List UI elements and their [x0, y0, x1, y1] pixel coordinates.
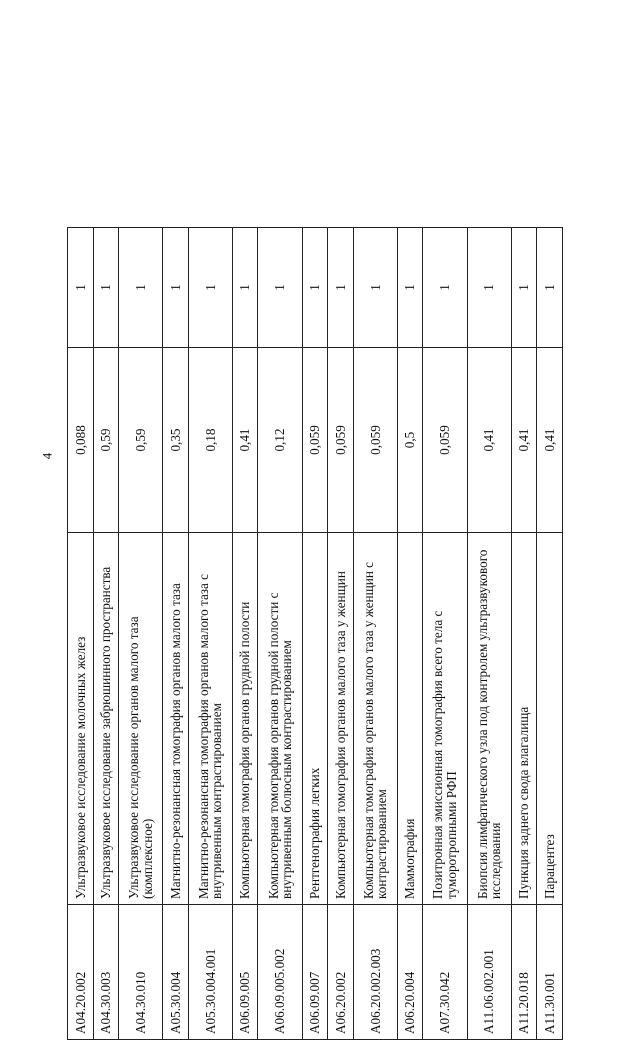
table-row — [302, 228, 328, 1040]
table-row — [163, 228, 189, 1040]
multiplicity-cell: 1 — [258, 228, 302, 348]
service-name-cell: Ультразвуковое исследование молочных желез — [68, 533, 94, 905]
multiplicity-cell: 1 — [537, 228, 563, 348]
frequency-coefficient-cell: 0,088 — [68, 348, 94, 533]
service-name-cell: Компьютерная томография органов грудной полости с внутривенным болюсным контрастированием — [258, 533, 302, 905]
table-row — [397, 228, 423, 1040]
service-code-cell: A06.09.005 — [232, 905, 258, 1040]
multiplicity-cell: 1 — [423, 228, 467, 348]
service-code-cell: A06.20.002 — [328, 905, 354, 1040]
frequency-coefficient-cell: 0,059 — [302, 348, 328, 533]
table-row — [328, 228, 354, 1040]
service-code-cell: A06.09.007 — [302, 905, 328, 1040]
services-table-body — [68, 228, 563, 1040]
service-name-cell: Пункция заднего свода влагалища — [511, 533, 537, 905]
service-name-cell: Компьютерная томография органов малого таза у женщин с контрастированием — [353, 533, 397, 905]
multiplicity-cell: 1 — [467, 228, 511, 348]
service-name-cell: Парацентез — [537, 533, 563, 905]
frequency-coefficient-cell: 0,12 — [258, 348, 302, 533]
table-row — [188, 228, 232, 1040]
service-code-cell: A06.20.002.003 — [353, 905, 397, 1040]
frequency-coefficient-cell: 0,41 — [511, 348, 537, 533]
service-name-cell: Магнитно-резонансная томография органов малого таза с внутривенным контрастированием — [188, 533, 232, 905]
service-code-cell: A04.20.002 — [68, 905, 94, 1040]
table-row — [537, 228, 563, 1040]
multiplicity-cell: 1 — [119, 228, 163, 348]
service-name-cell: Магнитно-резонансная томография органов малого таза — [163, 533, 189, 905]
multiplicity-cell: 1 — [93, 228, 119, 348]
table-row — [511, 228, 537, 1040]
page-number: 4 — [39, 452, 55, 460]
rotated-table-wrapper — [67, 228, 563, 1040]
service-name-cell: Маммография — [397, 533, 423, 905]
service-name-cell: Биопсия лимфатического узла под контролем ультразвукового исследования — [467, 533, 511, 905]
frequency-coefficient-cell: 0,59 — [93, 348, 119, 533]
multiplicity-cell: 1 — [511, 228, 537, 348]
frequency-coefficient-cell: 0,41 — [537, 348, 563, 533]
frequency-coefficient-cell: 0,5 — [397, 348, 423, 533]
service-name-cell: Компьютерная томография органов грудной полости — [232, 533, 258, 905]
frequency-coefficient-cell: 0,18 — [188, 348, 232, 533]
multiplicity-cell: 1 — [353, 228, 397, 348]
multiplicity-cell: 1 — [302, 228, 328, 348]
table-row — [467, 228, 511, 1040]
service-code-cell: A11.06.002.001 — [467, 905, 511, 1040]
service-code-cell: A04.30.003 — [93, 905, 119, 1040]
multiplicity-cell: 1 — [68, 228, 94, 348]
service-code-cell: A06.09.005.002 — [258, 905, 302, 1040]
service-code-cell: A05.30.004 — [163, 905, 189, 1040]
multiplicity-cell: 1 — [163, 228, 189, 348]
service-name-cell: Рентгенография легких — [302, 533, 328, 905]
table-row — [119, 228, 163, 1040]
multiplicity-cell: 1 — [397, 228, 423, 348]
service-name-cell: Ультразвуковое исследование органов малого таза (комплексное) — [119, 533, 163, 905]
multiplicity-cell: 1 — [188, 228, 232, 348]
service-name-cell: Позитронная эмиссионная томография всего тела с туморотропными РФП — [423, 533, 467, 905]
table-row — [93, 228, 119, 1040]
frequency-coefficient-cell: 0,059 — [353, 348, 397, 533]
multiplicity-cell: 1 — [328, 228, 354, 348]
table-row — [232, 228, 258, 1040]
frequency-coefficient-cell: 0,059 — [423, 348, 467, 533]
frequency-coefficient-cell: 0,35 — [163, 348, 189, 533]
frequency-coefficient-cell: 0,059 — [328, 348, 354, 533]
service-code-cell: A07.30.042 — [423, 905, 467, 1040]
frequency-coefficient-cell: 0,41 — [232, 348, 258, 533]
service-code-cell: A05.30.004.001 — [188, 905, 232, 1040]
service-code-cell: A11.20.018 — [511, 905, 537, 1040]
frequency-coefficient-cell: 0,59 — [119, 348, 163, 533]
service-code-cell: A04.30.010 — [119, 905, 163, 1040]
services-table — [67, 227, 563, 1040]
frequency-coefficient-cell: 0,41 — [467, 348, 511, 533]
table-row — [423, 228, 467, 1040]
multiplicity-cell: 1 — [232, 228, 258, 348]
table-row — [353, 228, 397, 1040]
table-row — [258, 228, 302, 1040]
service-code-cell: A11.30.001 — [537, 905, 563, 1040]
service-code-cell: A06.20.004 — [397, 905, 423, 1040]
service-name-cell: Компьютерная томография органов малого таза у женщин — [328, 533, 354, 905]
table-row — [68, 228, 94, 1040]
service-name-cell: Ультразвуковое исследование забрюшинного пространства — [93, 533, 119, 905]
